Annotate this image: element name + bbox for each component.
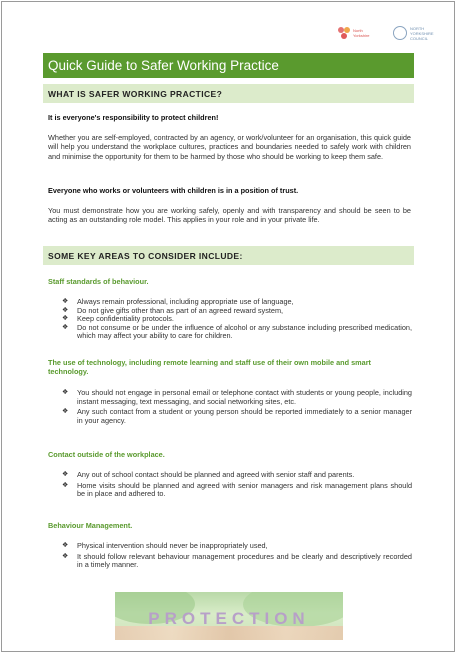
list-item: ❖ It should follow relevant behaviour management procedures and be clearly and descriptively recorded in a timely manner. <box>62 551 412 570</box>
bullet-icon: ❖ <box>62 481 69 489</box>
group-heading-technology: The use of technology, including remote learning and staff use of their own mobile and smart technology. <box>48 358 371 377</box>
logo-left-text: North Yorkshire <box>353 28 370 38</box>
list-item: ❖ Keep confidentiality protocols. <box>62 314 174 324</box>
group-heading-behaviour-management: Behaviour Management. <box>48 521 133 530</box>
bullet-icon: ❖ <box>62 389 69 396</box>
document-page <box>1 1 455 652</box>
bullet-icon: ❖ <box>62 323 69 331</box>
section-heading-what-is: WHAT IS SAFER WORKING PRACTICE? <box>43 84 414 103</box>
bullet-icon: ❖ <box>62 315 69 323</box>
role-model-paragraph: You must demonstrate how you are working safely, openly and with transparency and should be seen to be acting as an outstanding role model. This applies in your role and in your private life. <box>48 206 411 225</box>
group-heading-contact-outside: Contact outside of the workplace. <box>48 450 165 459</box>
list-item: ❖ Any out of school contact should be planned and agreed with senior staff and parents. <box>62 470 355 479</box>
list-item: ❖ Always remain professional, including appropriate use of language, <box>62 297 294 306</box>
group-heading-staff-standards: Staff standards of behaviour. <box>48 277 149 286</box>
trust-statement: Everyone who works or volunteers with children is in a position of trust. <box>48 186 299 195</box>
behaviour-management-list <box>62 542 412 570</box>
bullet-icon: ❖ <box>62 408 69 416</box>
staff-standards-list <box>62 298 412 341</box>
bullet-icon: ❖ <box>62 306 69 314</box>
bullet-icon: ❖ <box>62 298 69 305</box>
protection-banner-image <box>115 592 343 640</box>
section-heading-key-areas: SOME KEY AREAS TO CONSIDER INCLUDE: <box>43 246 414 265</box>
figures-icon <box>338 27 350 39</box>
logo-right-text: NORTH YORKSHIRE COUNCIL <box>410 25 434 41</box>
list-item: ❖ Home visits should be planned and agreed with senior managers and risk management plans should be in place and adhered to. <box>62 480 412 499</box>
list-item: ❖ Do not consume or be under the influence of alcohol or any substance including prescribed medication, which may affect your ability to care for children. <box>62 322 412 341</box>
list-item: ❖ You should not engage in personal email or telephone contact with students or young people, including instant messaging, text messaging, and social networking sites, etc. <box>62 388 412 406</box>
page-title: Quick Guide to Safer Working Practice <box>43 53 414 78</box>
protection-word: PROTECTION <box>148 609 310 628</box>
bullet-icon: ❖ <box>62 542 69 549</box>
contact-outside-list <box>62 471 412 499</box>
responsibility-statement: It is everyone's responsibility to protect children! <box>48 113 219 122</box>
logos <box>338 22 436 44</box>
list-item: ❖ Any such contact from a student or young person should be reported immediately to a senior manager in your agency. <box>62 407 412 425</box>
council-emblem-icon <box>393 26 407 40</box>
north-yorkshire-council-logo <box>393 26 436 41</box>
bullet-icon: ❖ <box>62 552 69 560</box>
north-yorkshire-logo <box>338 27 377 39</box>
list-item: ❖ Do not give gifts other than as part of an agreed reward system, <box>62 305 284 315</box>
intro-paragraph: Whether you are self-employed, contracted by an agency, or work/volunteer for an organisation, this quick guide will help you understand the workplace cultures, practices and boundaries needed to safely work with children and minimise the opportunity for them to be harmed by those who should be working to keep them safe. <box>48 133 411 161</box>
bullet-icon: ❖ <box>62 471 69 478</box>
list-item: ❖ Physical intervention should never be inappropriately used, <box>62 541 268 550</box>
technology-list <box>62 389 412 425</box>
